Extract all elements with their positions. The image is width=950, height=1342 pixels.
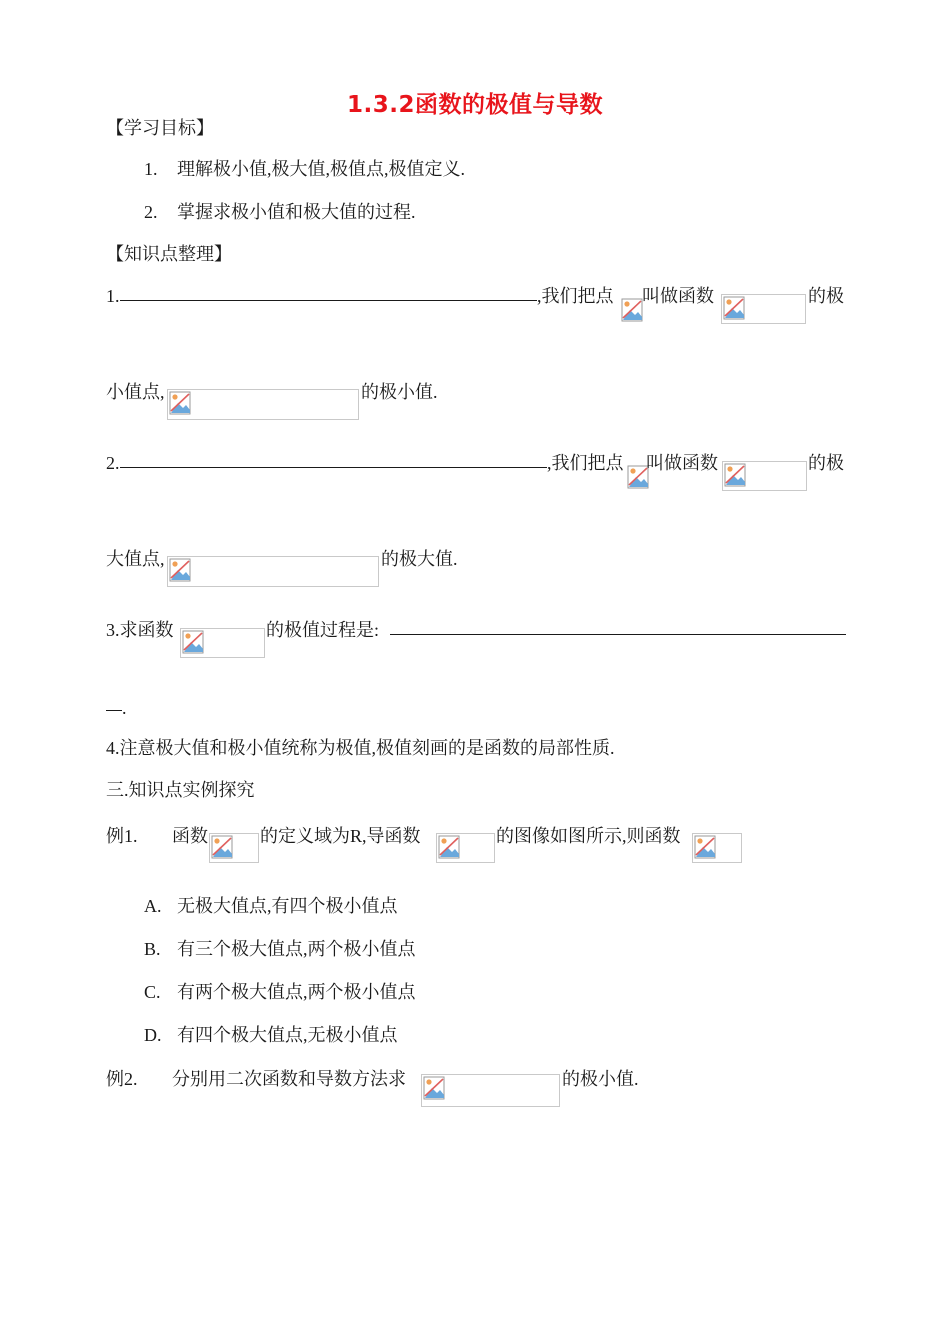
item4-text: 4.注意极大值和极小值统称为极值,极值刻画的是函数的局部性质.	[106, 738, 615, 758]
item1-text: 叫做函数	[642, 286, 714, 306]
goals-heading: 【学习目标】	[106, 118, 214, 138]
fill-blank-line	[120, 286, 537, 301]
broken-image-icon	[621, 298, 643, 322]
formula-image	[209, 833, 259, 863]
broken-image-icon	[438, 835, 460, 859]
fill-blank-line	[106, 696, 122, 711]
formula-image	[167, 389, 359, 420]
item1-text: 的极小值.	[361, 382, 438, 402]
formula-image	[721, 294, 806, 324]
formula-image	[167, 556, 379, 587]
broken-image-icon	[169, 558, 191, 582]
item2-text: ,我们把点	[547, 453, 624, 473]
item1-number: 1.	[106, 286, 120, 306]
item3-text: .	[122, 698, 127, 718]
option-letter: B.	[144, 939, 161, 959]
formula-image	[180, 628, 265, 658]
formula-image	[436, 833, 495, 863]
fill-blank-line	[120, 453, 547, 468]
formula-image	[620, 297, 640, 321]
example2-text: 的极小值.	[562, 1069, 639, 1089]
item1-text: 的极	[808, 286, 844, 306]
option-text: 无极大值点,有四个极小值点	[177, 896, 398, 916]
formula-image	[692, 833, 742, 863]
formula-image	[626, 464, 646, 488]
goal-text: 理解极小值,极大值,极值点,极值定义.	[177, 159, 465, 179]
examples-heading: 三.知识点实例探究	[106, 780, 255, 800]
goal-number: 2.	[144, 202, 158, 222]
item3-text: 3.求函数	[106, 620, 174, 640]
formula-image	[421, 1074, 560, 1107]
example1-text: 的图像如图所示,则函数	[496, 826, 681, 846]
example2-label: 例2.	[106, 1069, 138, 1089]
broken-image-icon	[423, 1076, 445, 1100]
option-text: 有两个极大值点,两个极小值点	[177, 982, 416, 1002]
item2-text: 大值点,	[106, 549, 165, 569]
broken-image-icon	[182, 630, 204, 654]
option-letter: A.	[144, 896, 162, 916]
option-text: 有四个极大值点,无极小值点	[177, 1025, 398, 1045]
example1-label: 例1.	[106, 826, 138, 846]
item2-text: 叫做函数	[646, 453, 718, 473]
broken-image-icon	[724, 463, 746, 487]
broken-image-icon	[694, 835, 716, 859]
option-letter: C.	[144, 982, 161, 1002]
option-letter: D.	[144, 1025, 162, 1045]
example1-text: 函数	[172, 826, 208, 846]
page-title: 1.3.2函数的极值与导数	[347, 92, 603, 118]
fill-blank-line	[390, 620, 846, 635]
goal-text: 掌握求极小值和极大值的过程.	[177, 202, 416, 222]
item1-text: 小值点,	[106, 382, 165, 402]
option-text: 有三个极大值点,两个极小值点	[177, 939, 416, 959]
item2-text: 的极	[808, 453, 844, 473]
item1-text: ,我们把点	[537, 286, 614, 306]
broken-image-icon	[211, 835, 233, 859]
broken-image-icon	[169, 391, 191, 415]
broken-image-icon	[723, 296, 745, 320]
item3-text: 的极值过程是:	[266, 620, 380, 640]
formula-image	[722, 461, 807, 491]
knowledge-heading: 【知识点整理】	[106, 244, 232, 264]
example1-text: 的定义域为R,导函数	[260, 826, 421, 846]
example2-text: 分别用二次函数和导数方法求	[172, 1069, 406, 1089]
item2-number: 2.	[106, 453, 120, 473]
goal-number: 1.	[144, 159, 158, 179]
item2-text: 的极大值.	[381, 549, 458, 569]
